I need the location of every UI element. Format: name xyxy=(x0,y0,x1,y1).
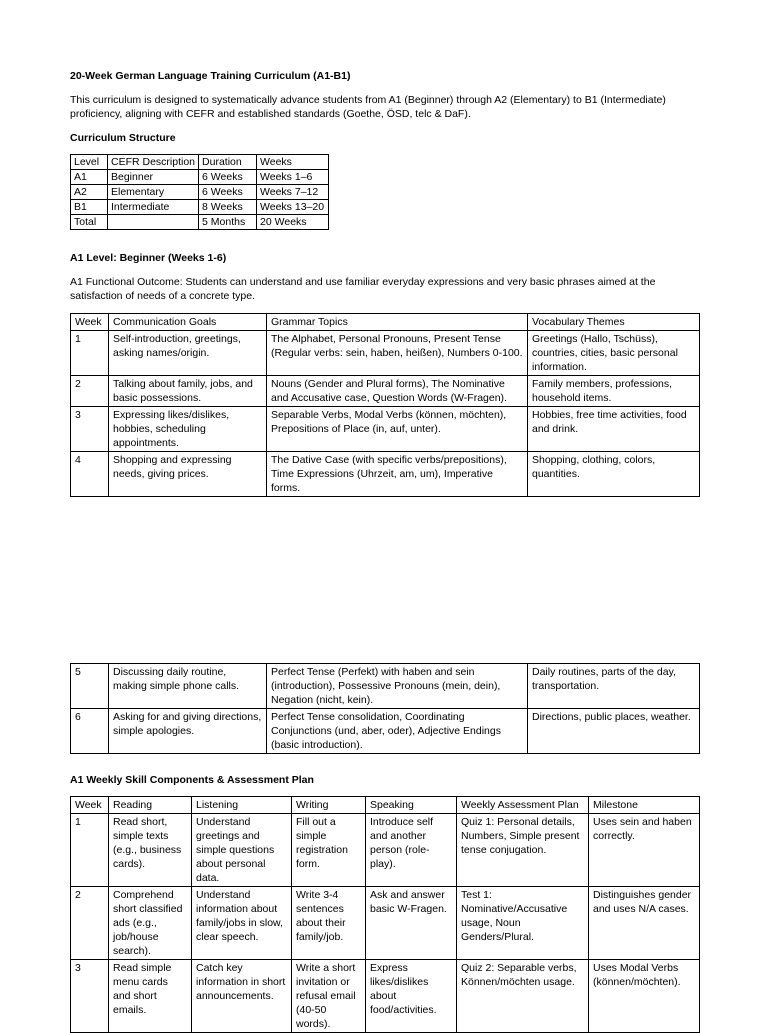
table-cell: Daily routines, parts of the day, transportation. xyxy=(528,664,700,709)
table-row xyxy=(71,185,329,200)
table-cell: Understand information about family/jobs in slow, clear speech. xyxy=(192,887,292,960)
header-cell: Writing xyxy=(292,797,366,814)
table-cell: Test 1: Nominative/Accusative usage, Noun Genders/Plural. xyxy=(457,887,589,960)
table-cell: Shopping, clothing, colors, quantities. xyxy=(528,452,700,497)
table-cell: Quiz 2: Separable verbs, Können/möchten usage. xyxy=(457,960,589,1033)
header-cell: Level xyxy=(71,155,108,170)
table-cell: Greetings (Hallo, Tschüss), countries, cities, basic personal information. xyxy=(528,331,700,376)
table-cell: Shopping and expressing needs, giving prices. xyxy=(109,452,267,497)
table-cell: 6 Weeks xyxy=(199,170,257,185)
table-cell: Distinguishes gender and uses N/A cases. xyxy=(589,887,700,960)
table-cell: Intermediate xyxy=(108,200,199,215)
table-cell: Understand greetings and simple questions about personal data. xyxy=(192,814,292,887)
table-row xyxy=(71,407,700,452)
header-cell: Weekly Assessment Plan xyxy=(457,797,589,814)
a1-outcome: A1 Functional Outcome: Students can understand and use familiar everyday expressions and very basic phrases aimed at the satisfaction of needs of a concrete type. xyxy=(70,276,656,302)
table-cell: 3 xyxy=(71,407,109,452)
header-cell: Week xyxy=(71,797,109,814)
table-cell xyxy=(108,215,199,230)
header-cell: CEFR Description xyxy=(108,155,199,170)
doc-title: 20-Week German Language Training Curriculum (A1-B1) xyxy=(70,70,351,82)
table-cell: Separable Verbs, Modal Verbs (können, möchten), Prepositions of Place (in, auf, unter). xyxy=(267,407,528,452)
table-cell: Self-introduction, greetings, asking names/origin. xyxy=(109,331,267,376)
table-row xyxy=(71,709,700,754)
header-cell: Reading xyxy=(109,797,192,814)
skill-table-body xyxy=(71,797,700,1033)
table-cell: The Alphabet, Personal Pronouns, Present Tense (Regular verbs: sein, haben, heißen), Numbers 0-100. xyxy=(267,331,528,376)
table-cell: Total xyxy=(71,215,108,230)
table-cell: Comprehend short classified ads (e.g., job/house search). xyxy=(109,887,192,960)
header-cell: Speaking xyxy=(366,797,457,814)
table-cell: Directions, public places, weather. xyxy=(528,709,700,754)
table-cell: A1 xyxy=(71,170,108,185)
table-row xyxy=(71,200,329,215)
table-cell: 6 Weeks xyxy=(199,185,257,200)
table-cell: Beginner xyxy=(108,170,199,185)
structure-table xyxy=(70,154,329,230)
table-cell: Write a short invitation or refusal email (40-50 words). xyxy=(292,960,366,1033)
header-cell: Duration xyxy=(199,155,257,170)
table-row xyxy=(71,376,700,407)
table-cell: 6 xyxy=(71,709,109,754)
a1-table xyxy=(70,313,700,497)
table-cell: 4 xyxy=(71,452,109,497)
a1-table-body xyxy=(71,314,700,497)
header-cell: Listening xyxy=(192,797,292,814)
table-cell: Quiz 1: Personal details, Numbers, Simple present tense conjugation. xyxy=(457,814,589,887)
header-cell: Week xyxy=(71,314,109,331)
table-cell: Fill out a simple registration form. xyxy=(292,814,366,887)
table-row xyxy=(71,452,700,497)
header-cell: Vocabulary Themes xyxy=(528,314,700,331)
table-cell: Asking for and giving directions, simple apologies. xyxy=(109,709,267,754)
structure-table-body xyxy=(71,155,329,230)
intro-paragraph: This curriculum is designed to systematically advance students from A1 (Beginner) through A2 (Elementary) to B1 (Intermediate) proficiency, aligning with CEFR and established standards (Goethe, ÖSD, telc & DaF). xyxy=(70,94,666,120)
table-cell: Ask and answer basic W-Fragen. xyxy=(366,887,457,960)
table-header-row xyxy=(71,797,700,814)
a1-heading: A1 Level: Beginner (Weeks 1-6) xyxy=(70,252,227,264)
skill-heading: A1 Weekly Skill Components & Assessment Plan xyxy=(70,774,314,786)
table-cell: Uses Modal Verbs (können/möchten). xyxy=(589,960,700,1033)
header-cell: Milestone xyxy=(589,797,700,814)
table-cell: 8 Weeks xyxy=(199,200,257,215)
table-cell: Perfect Tense consolidation, Coordinating Conjunctions (und, aber, oder), Adjective Endings (basic introduction). xyxy=(267,709,528,754)
header-cell: Grammar Topics xyxy=(267,314,528,331)
table-row xyxy=(71,664,700,709)
table-cell: Talking about family, jobs, and basic possessions. xyxy=(109,376,267,407)
table-cell: Write 3-4 sentences about their family/job. xyxy=(292,887,366,960)
table-cell: Weeks 7–12 xyxy=(257,185,329,200)
table-cell: 20 Weeks xyxy=(257,215,329,230)
header-cell: Weeks xyxy=(257,155,329,170)
table-row xyxy=(71,814,700,887)
table-header-row xyxy=(71,314,700,331)
skill-table xyxy=(70,796,700,1033)
a1-table-continued xyxy=(70,663,700,754)
table-cell: Uses sein and haben correctly. xyxy=(589,814,700,887)
table-cell: Introduce self and another person (role-play). xyxy=(366,814,457,887)
table-cell: 2 xyxy=(71,376,109,407)
a1-table-continued-body xyxy=(71,664,700,754)
table-row xyxy=(71,960,700,1033)
table-row xyxy=(71,887,700,960)
table-cell: Discussing daily routine, making simple phone calls. xyxy=(109,664,267,709)
table-cell: A2 xyxy=(71,185,108,200)
table-cell: 1 xyxy=(71,814,109,887)
table-header-row xyxy=(71,155,329,170)
table-cell: Catch key information in short announcements. xyxy=(192,960,292,1033)
table-cell: The Dative Case (with specific verbs/prepositions), Time Expressions (Uhrzeit, am, um), Imperative forms. xyxy=(267,452,528,497)
table-cell: Weeks 13–20 xyxy=(257,200,329,215)
table-cell: 1 xyxy=(71,331,109,376)
table-cell: 5 xyxy=(71,664,109,709)
table-cell: Read simple menu cards and short emails. xyxy=(109,960,192,1033)
table-cell: Weeks 1–6 xyxy=(257,170,329,185)
structure-heading: Curriculum Structure xyxy=(70,132,176,144)
table-cell: Nouns (Gender and Plural forms), The Nominative and Accusative case, Question Words (W-Fragen). xyxy=(267,376,528,407)
table-row xyxy=(71,170,329,185)
table-cell: 3 xyxy=(71,960,109,1033)
table-cell: Family members, professions, household items. xyxy=(528,376,700,407)
table-row xyxy=(71,215,329,230)
table-cell: Expressing likes/dislikes, hobbies, scheduling appointments. xyxy=(109,407,267,452)
table-cell: 5 Months xyxy=(199,215,257,230)
table-cell: B1 xyxy=(71,200,108,215)
table-row xyxy=(71,331,700,376)
header-cell: Communication Goals xyxy=(109,314,267,331)
table-cell: Read short, simple texts (e.g., business cards). xyxy=(109,814,192,887)
table-cell: 2 xyxy=(71,887,109,960)
table-cell: Hobbies, free time activities, food and drink. xyxy=(528,407,700,452)
table-cell: Elementary xyxy=(108,185,199,200)
table-cell: Perfect Tense (Perfekt) with haben and sein (introduction), Possessive Pronouns (mein, dein), Negation (nicht, kein). xyxy=(267,664,528,709)
table-cell: Express likes/dislikes about food/activities. xyxy=(366,960,457,1033)
